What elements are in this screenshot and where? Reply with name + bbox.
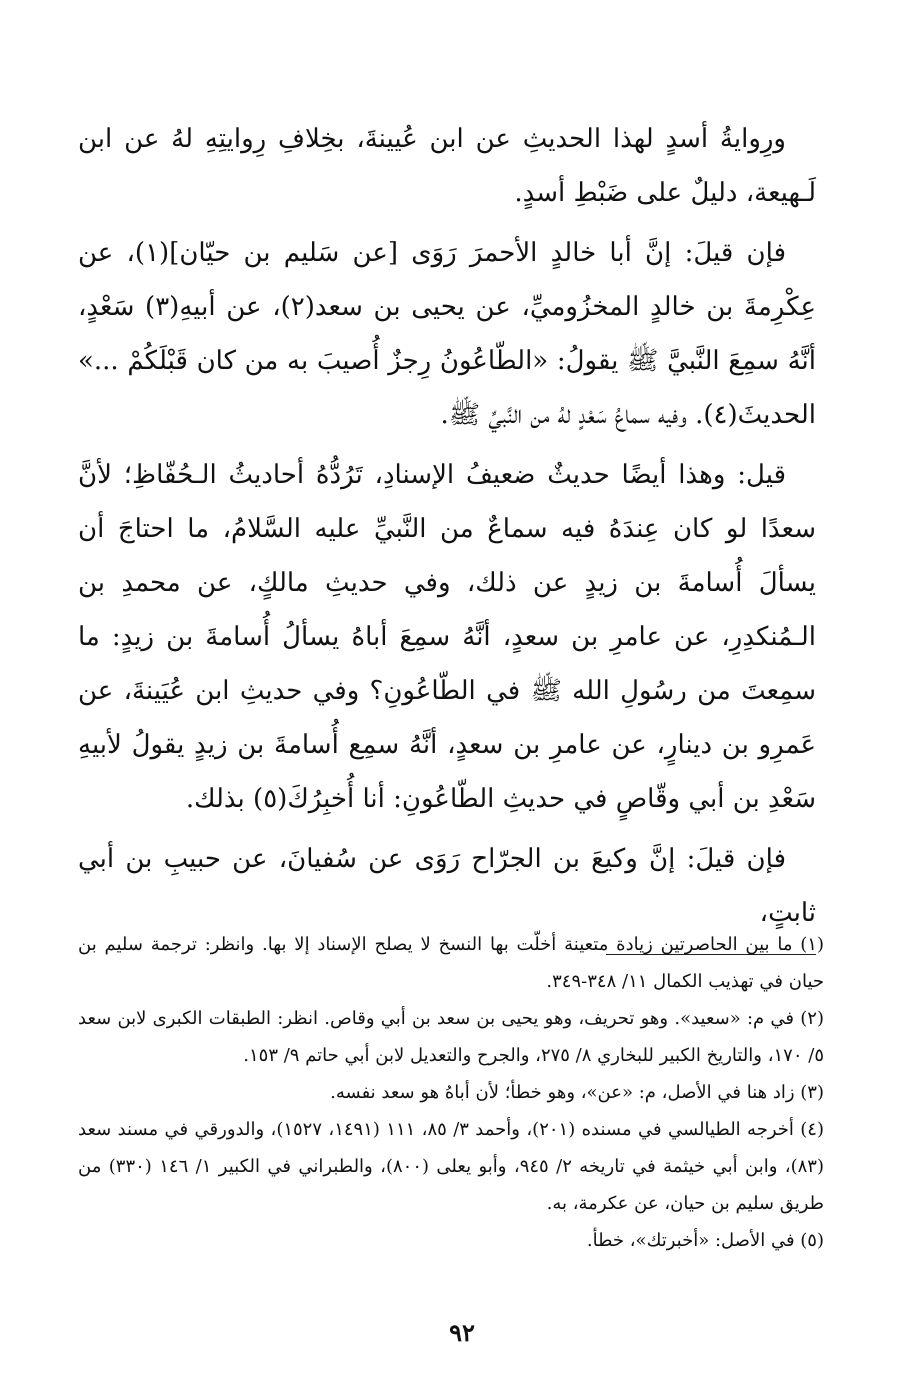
main-text xyxy=(78,112,816,940)
footnotes xyxy=(78,926,824,1259)
body-paragraph-4: فإن قيلَ: إنَّ وكيعَ بن الجرّاح رَوَى عن سُفيانَ، عن حبيبِ بن أبي ثابتٍ، xyxy=(78,844,816,928)
body-paragraph-1: ورِوايةُ أسدٍ لهذا الحديثِ عن ابن عُيينةَ، بخِلافِ رِوايتِهِ لهُ عن ابن لَـهيعة، دليلٌ على ضَبْطِ أسدٍ. xyxy=(78,124,816,208)
footnote-2: (٢) في م: «سعيد». وهو تحريف، وهو يحيى بن سعد بن أبي وقاص. انظر: الطبقات الكبرى لابن سعد ٥/ ١٧٠، والتاريخ الكبير للبخاري ٨/ ٢٧٥، والجرح والتعديل لابن أبي حاتم ٩/ ١٥٣. xyxy=(78,1008,824,1066)
footnote-5: (٥) في الأصل: «أخبرتك»، خطأ. xyxy=(586,1230,824,1251)
page-body xyxy=(78,112,816,955)
footnote-1: (١) ما بين الحاصرتين زيادة متعينة أخلّت بها النسخ لا يصلح الإسناد إلا بها. وانظر: ترجمة سليم بن حيان في تهذيب الكمال ١١/ ٣٤٨-٣٤٩. xyxy=(78,934,824,992)
page-number: ٩٢ xyxy=(449,1318,475,1347)
body-paragraph-3: قيل: وهذا أيضًا حديثٌ ضعيفُ الإسنادِ، تَرُدُّهُ أحاديثُ الـحُفّاظِ؛ لأنَّ سعدًا لو كان عِندَهُ فيه سماعٌ من النَّبيِّ عليه السَّلامُ، ما احتاجَ أن يسألَ أُسامةَ بن زيدٍ عن ذلك، وفي حديثِ مالكٍ، عن محمدِ بن الـمُنكدِرِ، عن عامرِ بن سعدٍ، أنَّهُ سمِعَ أباهُ يسألُ أُسامةَ بن زيدٍ: ما سمِعتَ من رسُولِ الله ﷺ في الطّاعُونِ؟ وفي حديثِ ابن عُيَينةَ، عن عَمرِو بن دينارٍ، عن عامرِ بن سعدٍ، أنَّهُ سمِع أُسامةَ بن زيدٍ يقولُ لأبيهِ سَعْدِ بن أبي وقّاصٍ في حديثِ الطّاعُونِ: أنا أُخبِرُكَ(٥) بذلك. xyxy=(78,460,816,814)
footnote-4: (٤) أخرجه الطيالسي في مسنده (٢٠١)، وأحمد ٣/ ٨٥، ١١١ (١٤٩١، ١٥٢٧)، والدورقي في مسند سعد (٨٣)، وابن أبي خيثمة في تاريخه ٢/ ٩٤٥، وأبو يعلى (٨٠٠)، والطبراني في الكبير ١/ ١٤٦ (٣٣٠) من طريق سليم بن حيان، عن عكرمة، به. xyxy=(78,1119,825,1214)
body-paragraph-2: فإن قيلَ: إنَّ أبا خالدٍ الأحمرَ رَوَى [عن سَليم بن حيّان](١)، عن عِكْرِمةَ بن خالدٍ المخزُوميِّ، عن يحيى بن سعد(٢)، عن أبيهِ(٣) سَعْدٍ، أنَّهُ سمِعَ النَّبيَّ ﷺ يقولُ: «الطّاعُونُ رِجزٌ أُصيبَ به من كان قَبْلَكُمْ ...» الحديثَ(٤). وفيه سماعُ سَعْدٍ لهُ من النَّبيِّ ﷺ. xyxy=(78,238,817,430)
footnote-3: (٣) زاد هنا في الأصل، م: «عن»، وهو خطأ؛ لأن أباهُ هو سعد نفسه. xyxy=(330,1082,824,1103)
